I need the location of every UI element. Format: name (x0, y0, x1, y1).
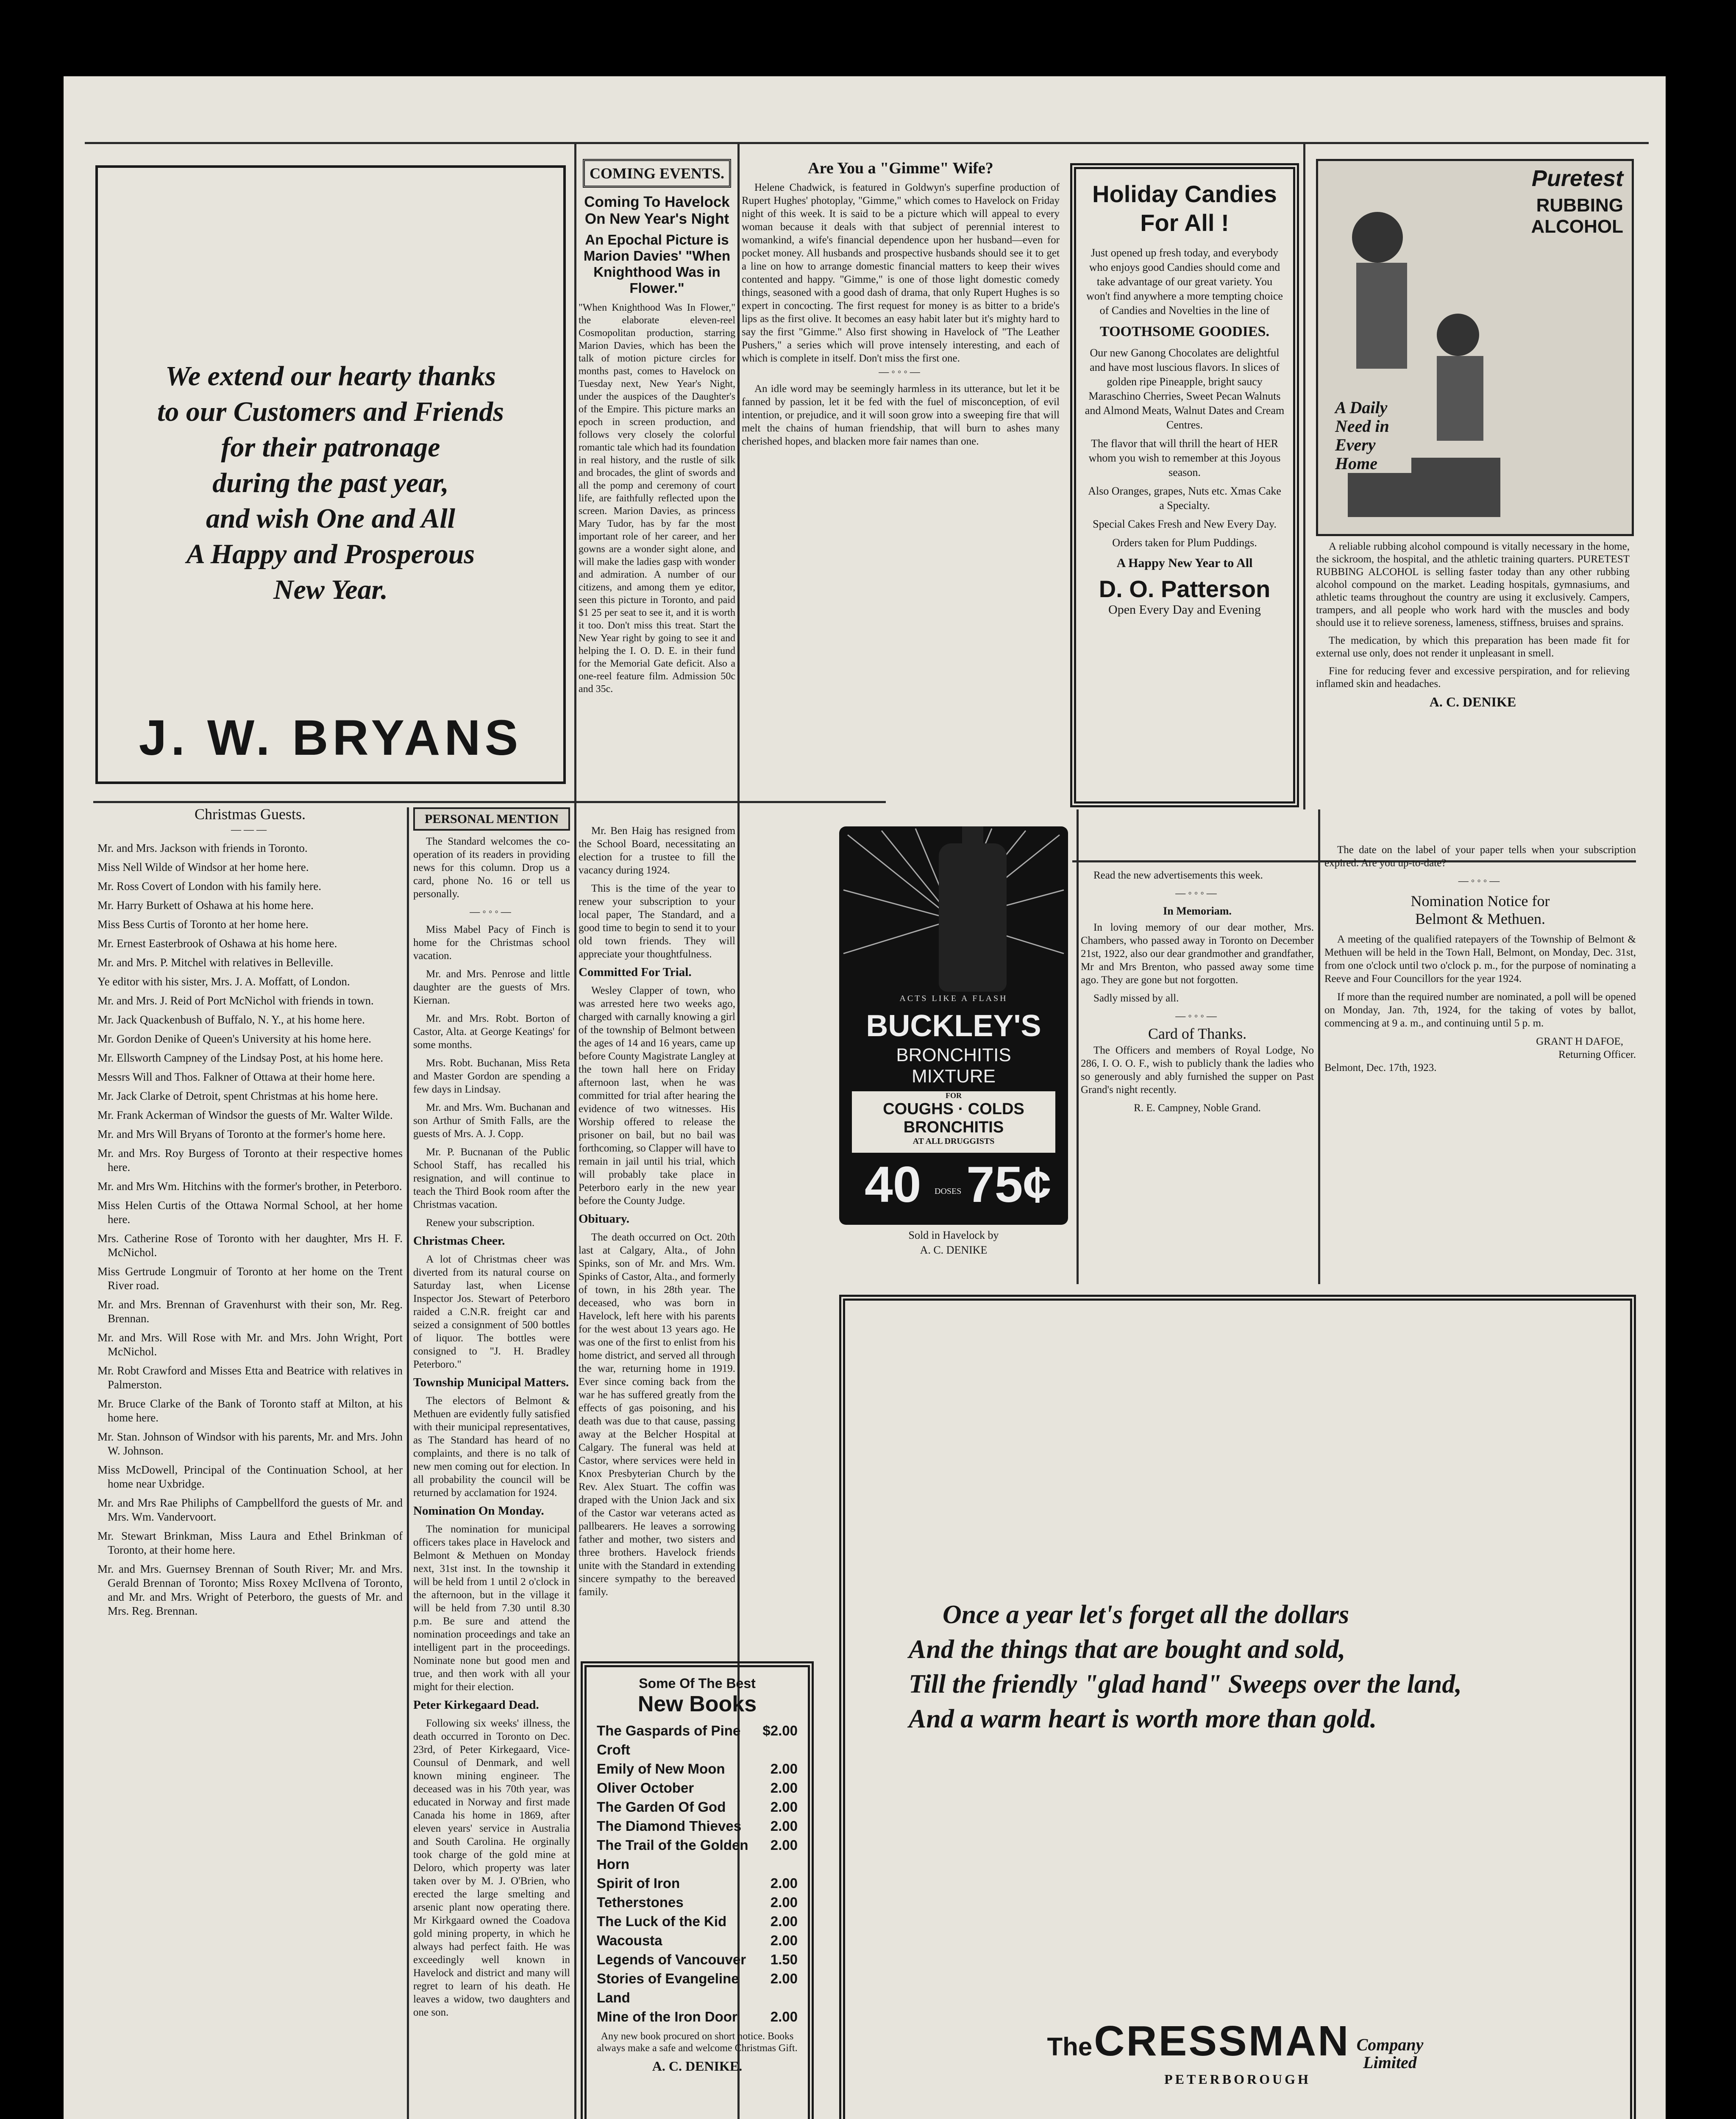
guest-item: Mr. and Mrs. J. Reid of Port McNichol with friends in town. (97, 994, 374, 1007)
logo-name: CRESSMAN (1094, 2017, 1350, 2065)
book-title: The Gaspards of Pine Croft (597, 1723, 741, 1757)
notice-text: The date on the label of your paper tells when your subscription expired. Are you up-to-date? (1324, 844, 1636, 869)
article-body: The electors of Belmont & Methuen are evidently fully satisfied with their municipal representatives, as The Standard has heard of no complaints, and there is no talk of new men coming out for election. In all probability the council will be returned by acclamation for 1924. (413, 1395, 570, 1499)
book-price: 2.00 (770, 1933, 798, 1948)
guest-item: Mr. and Mrs. Guernsey Brennan of South River; Mr. and Mrs. Gerald Brennan of Toronto; Miss Roxey McIlvena of Toronto, and Mr. and Mrs. Wright of Peterboro, the guests of Mr. and Mrs. Reg. Brennan. (97, 1563, 403, 1617)
section-title: Christmas Guests. (194, 807, 306, 823)
bryans-ad (95, 165, 566, 784)
ad-arc-text: ACTS LIKE A FLASH (899, 994, 1008, 1003)
book-title: Mine of the Iron Door (597, 2009, 737, 2024)
separator: —◦◦◦— (1175, 1011, 1219, 1022)
ad-paragraph: Fine for reducing fever and excessive perspiration, and for relieving inflamed skin and headaches. (1316, 665, 1630, 690)
ad-text (1316, 540, 1630, 708)
notice-date: Belmont, Dec. 17th, 1923. (1324, 1062, 1437, 1073)
article-body: A lot of Christmas cheer was diverted from its natural course on Saturday last, when License Inspector Jos. Stewart of Peterboro raided a C.N.R. freight car and seized a consignment of 500 bottles of liquor. The bottles were consigned to "J. H. Bradley Peterboro." (413, 1254, 570, 1370)
product-name: BRONCHITIS (896, 1045, 1011, 1065)
guest-item: Mr. Stewart Brinkman, Miss Laura and Ethel Brinkman of Toronto, at their home here. (97, 1529, 403, 1556)
guest-item: Messrs Will and Thos. Falkner of Ottawa at their home here. (97, 1071, 375, 1083)
guest-item: Miss McDowell, Principal of the Continuation School, at her home near Uxbridge. (97, 1463, 403, 1490)
ailment-text: BRONCHITIS (903, 1118, 1004, 1136)
guest-item: Mr. and Mrs. Brennan of Gravenhurst with their son, Mr. Reg. Brennan. (97, 1298, 403, 1325)
article-body: The nomination for municipal officers takes place in Havelock and Belmont & Methuen on Monday next, 31st inst. In the township it will be held from 1 until 2 o'clock in the afternoon, but in the village it will be held from 7.30 until 8.30 p.m. Be sure and attend the nomination proceedings and take an intelligent part in the proceedings. Nominate none but good men and true, and then work with all your might for their election. (413, 1524, 570, 1693)
section-title: Nomination Notice for (1410, 893, 1550, 909)
headline: Are You a "Gimme" Wife? (808, 159, 993, 177)
section-title: Belmont & Methuen. (1415, 910, 1545, 927)
book-price: 2.00 (770, 1837, 798, 1853)
notice-text: The Officers and members of Royal Lodge, No 286, I. O. O. F., wish to publicly thank the ladies who so generously and ably furnished the supper on Past Grand's night recently. (1081, 1045, 1314, 1096)
column-rule (1077, 809, 1079, 1284)
guest-item: Mr. Jack Quackenbush of Buffalo, N. Y., at his home here. (97, 1013, 365, 1026)
advertiser-name: J. W. BRYANS (139, 710, 523, 766)
ad-title: Some Of The Best (639, 1676, 756, 1691)
intro-text: The Standard welcomes the co-operation of its readers in providing news for this column. Drop us a card, phone No. 16 or tell us personally. (413, 836, 570, 900)
book-title: The Trail of the Golden Horn (597, 1837, 748, 1872)
book-row (597, 1912, 798, 1931)
seller-name: A. C. DENIKE (1429, 694, 1516, 709)
poem (909, 1597, 1578, 1736)
book-title: Stories of Evangeline Land (597, 1971, 739, 2005)
store-hours: Open Every Day and Evening (1108, 603, 1261, 617)
separator: ——— (231, 824, 269, 835)
logo-the: The (1047, 2033, 1093, 2061)
book-row (597, 1969, 798, 2007)
book-title: The Luck of the Kid (597, 1913, 727, 1929)
ad-text: Also Oranges, grapes, Nuts etc. Xmas Cake a Specialty. (1088, 485, 1281, 512)
guest-item: Mr. Ernest Easterbrook of Oshawa at his home here. (97, 937, 337, 950)
book-title: Oliver October (597, 1780, 694, 1796)
subheading: Obituary. (579, 1212, 630, 1226)
separator: —◦◦◦— (879, 367, 923, 378)
guest-item: Mrs. Catherine Rose of Toronto with her daughter, Mrs H. F. McNichol. (97, 1232, 403, 1259)
price-75: 75¢ (966, 1156, 1052, 1213)
guest-item: Mr. Bruce Clarke of the Bank of Toronto staff at Milton, at his home here. (97, 1397, 403, 1424)
book-title: Legends of Vancouver (597, 1952, 746, 1967)
book-row (597, 1874, 798, 1893)
book-price: 2.00 (770, 2009, 798, 2024)
section-title: PERSONAL MENTION (413, 807, 570, 831)
book-row (597, 2007, 798, 2026)
article-body: Mr. Ben Haig has resigned from the School Board, necessitating an election for a trustee to fill the vacancy during 1924. (579, 825, 735, 876)
cressman-logo (845, 2017, 1630, 2087)
section-title: Card of Thanks. (1148, 1025, 1247, 1042)
personal-item: Mr. and Mrs. Penrose and little daughter are the guests of Mrs. Kiernan. (413, 968, 570, 1006)
book-row (597, 1950, 798, 1969)
article-body: The death occurred on Oct. 20th last at Calgary, Alta., of John Spinks, son of Mr. and Mrs. Wm. Spinks of Castor, Alta., and formerly of town, in his 28th year. The deceased, who was born in Havelock, left here with his parents for the west about 13 years ago. He was one of the first to enlist from his home district, and served all through the war, returning home in 1919. Ever since coming back from the war he has suffered greatly from the effects of gas poisoning, and his death was due to that cause, passing away at the Belcher Hospital at Calgary. The funeral was held at Castor, where services were held in Knox Presbyterian Church by the Rev. Alex Stuart. The coffin was draped with the Union Jack and six of the Castor war veterans acted as pallbearers. He leaves a sorrowing father and mother, two sisters and three brothers. Havelock friends unite with the Standard in extending sincere sympathy to the bereaved family. (579, 1232, 735, 1598)
subheading: Christmas Cheer. (413, 1234, 505, 1248)
ad-panel (839, 826, 1068, 1225)
article-body: Following six weeks' illness, the death occurred in Toronto on Dec. 23rd, of Peter Kirkegaard, Vice-Counsul of Denmark, and well known mining engineer. The deceased was in his 70th year, was educated in Norway and first made Canada his home in 1869, after eleven years' service in Australia and South Carolina. He orginally took charge of the gold mine at Deloro, which property was later taken over by M. J. O'Brien, who erected the large smelting and arsenic plant now operating there. Mr Kirkgaard owned the Coadova gold mining property, in which he always had perfect faith. He was exceedingly well known in Havelock and district and many will regret to learn of his death. He leaves a widow, two daughters and one son. (413, 1718, 570, 2018)
book-row (597, 1797, 798, 1816)
newspaper-page (64, 76, 1666, 2119)
book-list (597, 1721, 798, 2026)
top-rule (85, 142, 1649, 144)
book-title: Emily of New Moon (597, 1761, 725, 1777)
patterson-ad (1070, 163, 1299, 807)
label-band (852, 1091, 1055, 1153)
logo-company: Company Limited (1356, 2035, 1424, 2072)
guest-item: Miss Gertrude Longmuir of Toronto at her home on the Trent River road. (97, 1265, 403, 1292)
brand-name: Puretest (1531, 166, 1623, 191)
coming-events (579, 159, 735, 801)
book-price: 2.00 (770, 1780, 798, 1796)
separator: —◦◦◦— (1458, 876, 1502, 887)
notice-text: If more than the required number are nominated, a poll will be opened on Monday, Jan. 7th, 1924, for the taking of votes by ballot, commencing at 9 a. m., and continuing until 5 p. m. (1324, 991, 1636, 1029)
druggists-label: AT ALL DRUGGISTS (913, 1137, 995, 1146)
thanks-line: We extend our hearty thanks (165, 361, 496, 392)
gimme-article (742, 159, 1060, 807)
signature: GRANT H DAFOE, (1536, 1036, 1623, 1047)
ad-text: Special Cakes Fresh and New Every Day. (1093, 518, 1277, 530)
guest-item: Miss Bess Curtis of Toronto at her home here. (97, 918, 309, 931)
book-row (597, 1721, 798, 1759)
notice-text: In loving memory of our dear mother, Mrs. Chambers, who passed away in Toronto on December 21st, 1922, also our dear grandmother and grandfather, Mr and Mrs Brenton, who passed away some time ago. They are gone but not forgotten. (1081, 922, 1314, 986)
column-rule (1318, 809, 1320, 1284)
book-price: 2.00 (770, 1894, 798, 1910)
column-rule (1303, 144, 1305, 809)
book-price: $2.00 (762, 1723, 798, 1738)
product-tagline: A Daily Need in Every Home (1335, 398, 1411, 473)
thanks-line: for their patronage (221, 432, 440, 463)
greeting: A Happy New Year to All (1116, 556, 1253, 570)
personal-item: Miss Mabel Pacy of Finch is home for the Christmas school vacation. (413, 924, 570, 962)
notice-text: Read the new advertisements this week. (1093, 870, 1263, 881)
book-price: 2.00 (770, 1913, 798, 1929)
subheading: Committed For Trial. (579, 965, 692, 979)
renew-note: Renew your subscription. (426, 1217, 535, 1229)
guest-item: Mr. and Mrs. Will Rose with Mr. and Mrs. John Wright, Port McNichol. (97, 1331, 403, 1358)
puretest-illustration (1316, 159, 1634, 536)
for-label: FOR (946, 1091, 962, 1100)
article-body: "When Knighthood Was In Flower," the elaborate eleven-reel Cosmopolitan production, starring Marion Davies, which has been the talk of motion picture circles for months past, comes to Havelock on Tuesday next, New Year's Night, under the auspices of the Daughter's of the Empire. This picture marks an epoch in screen production, and follows very closely the colorful romantic tale which had its foundation in real history, and the rustle of silk and brocades, the glint of swords and all the pomp and ceremony of court life, are faithfully reflected upon the screen. Marion Davies, as princess Mary Tudor, has by far the most important role of her career, and her gowns are a wonder sight alone, and will make the ladies gasp with wonder and admiration. A number of our citizens, and among them ye editor, seen this picture in Toronto, and paid $1 25 per seat to see it, and it is worth it too. Don't miss this treat. Start the New Year right by going to see it and helping the I. O. D. E. in their fund for the Memorial Gate deficit. Also a one-reel feature film. Admission 50c and 35c. (579, 302, 735, 695)
ad-note: Any new book procured on short notice. Books always make a safe and welcome Christmas Gift. (597, 2031, 798, 2054)
puretest-ad (1308, 155, 1638, 816)
book-title: The Diamond Thieves (597, 1818, 742, 1834)
book-title: The Garden Of God (597, 1799, 726, 1815)
notice-text: A meeting of the qualified ratepayers of the Township of Belmont & Methuen will be held in the Town Hall, Belmont, on Monday, Dec. 31st, from one o'clock until two o'clock p. m., for the purpose of nominating a Reeve and Four Councillors for the year 1924. (1324, 934, 1636, 984)
guest-item: Miss Helen Curtis of the Ottawa Normal School, at her home here. (97, 1199, 403, 1226)
ad-text: Our new Ganong Chocolates are delightful and have most luscious flavors. In slices of golden ripe Pineapple, bright saucy Maraschino Cherries, Sweet Pecan Walnuts and Almond Meats, Walnut Dates and Cream Centres. (1085, 347, 1285, 431)
guest-item: Mr. Jack Clarke of Detroit, spent Christmas at his home here. (97, 1090, 378, 1102)
guest-item: Mr. and Mrs Will Bryans of Toronto at the former's home here. (97, 1128, 386, 1140)
column-rule (574, 144, 576, 2119)
advertiser-name: D. O. Patterson (1099, 576, 1271, 602)
product-name: MIXTURE (912, 1066, 996, 1087)
guest-item: Mr. and Mrs. Roy Burgess of Toronto at their respective homes here. (97, 1147, 403, 1174)
guest-item: Mr. and Mrs. P. Mitchel with relatives in Belleville. (97, 956, 334, 969)
guest-item: Mr. and Mrs. Jackson with friends in Toronto. (97, 842, 308, 854)
thanks-line: and wish One and All (206, 503, 456, 534)
doses-label: DOSES (935, 1187, 962, 1196)
guest-item: Mr. Robt Crawford and Misses Etta and Beatrice with relatives in Palmerston. (97, 1364, 403, 1391)
guest-item: Miss Nell Wilde of Windsor at her home here. (97, 861, 309, 873)
section-title: In Memoriam. (1163, 905, 1232, 917)
book-price: 1.50 (770, 1952, 798, 1967)
personal-item: Mr. and Mrs. Wm. Buchanan and son Arthur of Smith Falls, are the guests of Mrs. A. J. Copp. (413, 1102, 570, 1140)
book-row (597, 1893, 798, 1912)
news-column (579, 824, 735, 1651)
price-40: 40 (865, 1156, 921, 1213)
poem-line: Till the friendly "glad hand" Sweeps over the land, (909, 1670, 1462, 1699)
guest-item: Mr. Stan. Johnson of Windsor with his parents, Mr. and Mrs. John W. Johnson. (97, 1430, 403, 1457)
books-ad (581, 1661, 814, 2119)
book-title: Spirit of Iron (597, 1875, 680, 1891)
book-row (597, 1931, 798, 1950)
brand-name: BUCKLEY'S (866, 1009, 1041, 1043)
personal-item: Mrs. Robt. Buchanan, Miss Reta and Master Gordon are spending a few days in Lindsay. (413, 1057, 570, 1095)
headline: Coming To Havelock On New Year's Night (584, 194, 730, 227)
coming-events-banner: COMING EVENTS. (583, 159, 731, 188)
personal-item: Mr. and Mrs. Robt. Borton of Castor, Alta. at George Keatings' for some months. (413, 1013, 570, 1051)
notices-column (1081, 869, 1314, 1288)
book-row (597, 1835, 798, 1874)
thanks-line: A Happy and Prosperous (186, 539, 475, 570)
ad-text: Orders taken for Plum Puddings. (1112, 537, 1257, 549)
book-title: Tetherstones (597, 1894, 684, 1910)
thanks-line: New Year. (273, 574, 388, 605)
book-row (597, 1759, 798, 1778)
buckleys-ad (839, 826, 1068, 1267)
book-price: 2.00 (770, 1799, 798, 1815)
ad-paragraph: A reliable rubbing alcohol compound is vitally necessary in the home, the sickroom, the hospital, and the athletic training quarters. PURETEST RUBBING ALCOHOL is selling faster today than any other rubbing alcohol compound on the market. Leading hospitals, gymnasiums, and athletic teams throughout the country are using it exclusively. Campers, trampers, and all people who work hard with the muscles and body should use it to relieve soreness, lameness, stiffness, bruises and sprains. (1316, 541, 1630, 628)
poem-line: And a warm heart is worth more than gold. (909, 1705, 1377, 1733)
seller-name: A. C. DENIKE (920, 1244, 988, 1256)
notice-sign: Sadly missed by all. (1093, 993, 1179, 1004)
poem-line: And the things that are bought and sold, (909, 1635, 1346, 1664)
ad-paragraph: The medication, by which this preparation has been made fit for external use only, does not render it unpleasant in smell. (1316, 635, 1630, 659)
guest-item: Mr. Ross Covert of London with his family here. (97, 880, 321, 893)
article-body: Wesley Clapper of town, who was arrested here two weeks ago, charged with carnally knowing a girl of the township of Belmont between the ages of 14 and 16 years, came up before County Magistrate Langley at the town hall here on Friday afternoon last, when he was committed for trial after hearing the evidence of two witnesses. His Worship offered to release the prisoner on bail, but no bail was forthcoming, so Clapper will have to remain in jail until his trial, which will probably take place in Peterboro early in the new year before the County Judge. (579, 985, 735, 1207)
notice-sign: R. E. Campney, Noble Grand. (1134, 1102, 1261, 1114)
subheading: Nomination On Monday. (413, 1504, 544, 1518)
seller-name: A. C. DENIKE. (652, 2058, 743, 2074)
guest-item: Mr. and Mrs Wm. Hitchins with the former's brother, in Peterboro. (97, 1180, 402, 1193)
guest-item: Mr. Harry Burkett of Oshawa at his home here. (97, 899, 314, 912)
book-price: 2.00 (770, 1761, 798, 1777)
personal-item: Mr. P. Bucnanan of the Public School Staff, has recalled his resignation, and will continue to teach the Third Book room after the Christmas vacation. (413, 1146, 570, 1210)
book-price: 2.00 (770, 1875, 798, 1891)
product-name: RUBBING ALCOHOL (1531, 195, 1623, 237)
guest-item: Mr. Ellsworth Campney of the Lindsay Post, at his home here. (97, 1051, 384, 1064)
book-title: Wacousta (597, 1933, 662, 1948)
ad-title: New Books (637, 1692, 757, 1716)
poem-line: Once a year let's forget all the dollars (943, 1600, 1349, 1629)
article-body: This is the time of the year to renew your subscription to your local paper, The Standard, and a good time to begin to send it to your old town friends. They will appreciate your thoughtfulness. (579, 883, 735, 960)
guest-item: Mr. and Mrs Rae Philiphs of Campbellford the guests of Mr. and Mrs. Wm. Vandervoort. (97, 1496, 403, 1523)
thanks-line: during the past year, (212, 467, 449, 498)
bottle-icon (939, 843, 1007, 992)
article-body: An idle word may be seemingly harmless in its utterance, but let it be fanned by passion, let it be fed with the fuel of misconception, of evil intention, or prejudice, and it will soon grow into a sweeping fire that will melt the chains of human friendship, that will burn to ashes many cherished hopes, and blacken more fair names than one. (742, 383, 1060, 447)
book-price: 2.00 (770, 1971, 798, 1986)
separator: —◦◦◦— (470, 907, 514, 918)
sold-by: Sold in Havelock by (908, 1229, 999, 1241)
separator: —◦◦◦— (1175, 888, 1219, 899)
thanks-line: to our Customers and Friends (157, 396, 504, 427)
subheadline: An Epochal Picture is Marion Davies' "When Knighthood Was in Flower." (583, 232, 731, 296)
ad-title: Holiday Candies For All ! (1092, 181, 1277, 236)
logo-city: PETERBOROUGH (1164, 2072, 1311, 2087)
subheading: Peter Kirkegaard Dead. (413, 1698, 539, 1712)
athlete-illustration (1331, 195, 1517, 526)
book-row (597, 1778, 798, 1797)
article-body: Helene Chadwick, is featured in Goldwyn's superfine production of Rupert Hughes' photoplay, "Gimme," which comes to Havelock on Friday night of this week. It is said to be a picture which will appeal to every woman because it deals with that subject of perennial interest to womankind, a wife's financial dependence upon her husband—even for pocket money. All husbands and prospective husbands should see it to get a line on how to arrange domestic financial matters to keep their wives contented and happy. "Gimme," is one of those light domestic comedy things, seasoned with a good dash of drama, that only Rupert Hughes is so expert in concocting. The first request for money is as bitter to a bride's lips as the first olive. It becomes an easy habit later but it's mighty hard to say the first "Gimme." Also first showing in Havelock of "The Leather Pushers," a series which will prove intensely interesting, and each of which is complete in itself. Don't miss the first one. (742, 182, 1060, 364)
book-price: 2.00 (770, 1818, 798, 1834)
guest-item: Mr. Frank Ackerman of Windsor the guests of Mr. Walter Wilde. (97, 1109, 393, 1121)
signature-title: Returning Officer. (1558, 1049, 1636, 1060)
nomination-column (1324, 843, 1636, 1288)
personal-mention (413, 807, 570, 2119)
christmas-guests (97, 807, 403, 2119)
guest-item: Mr. Gordon Denike of Queen's University at his home here. (97, 1032, 371, 1045)
ailment-text: COUGHS · COLDS (883, 1100, 1024, 1118)
subheading: Township Municipal Matters. (413, 1376, 569, 1389)
ad-subtitle: TOOTHSOME GOODIES. (1100, 324, 1269, 339)
book-row (597, 1816, 798, 1835)
ad-text: Just opened up fresh today, and everybody who enjoys good Candies should come and take advantage of our great variety. You won't find anywhere a more tempting choice of Candies and Novelties in the line of (1086, 247, 1283, 317)
cressman-ad (839, 1295, 1636, 2119)
ad-text: The flavor that will thrill the heart of HER whom you wish to remember at this Joyous season. (1088, 437, 1281, 478)
guest-item: Ye editor with his sister, Mrs. J. A. Moffatt, of London. (97, 975, 350, 988)
column-rule (407, 807, 409, 2119)
